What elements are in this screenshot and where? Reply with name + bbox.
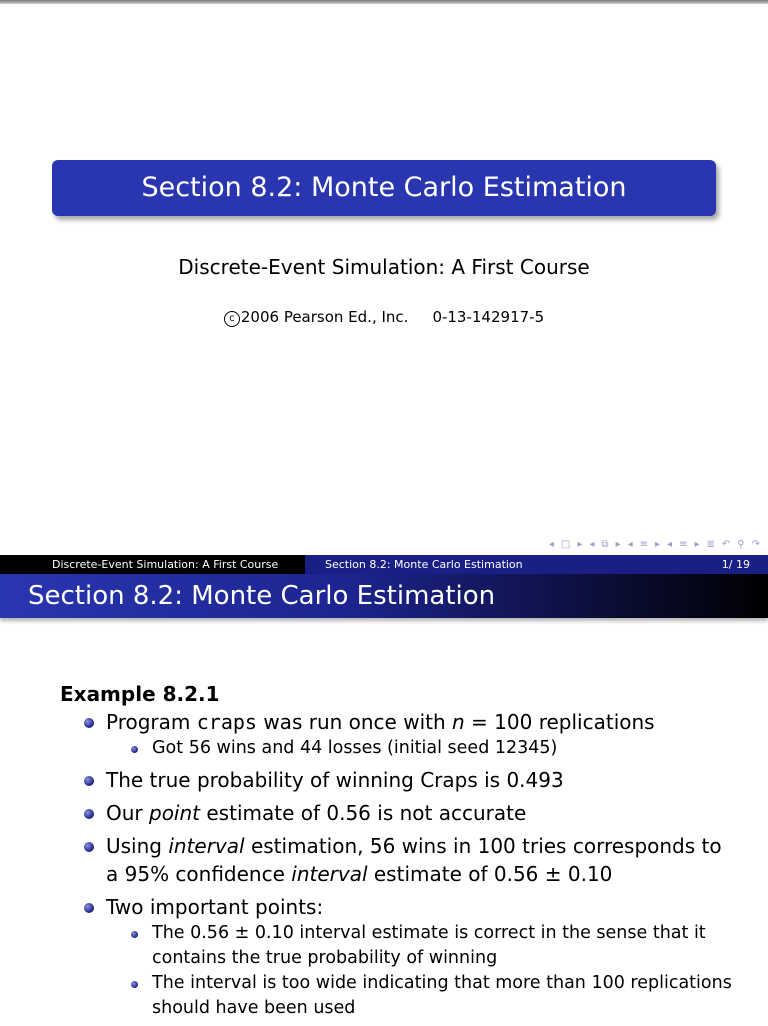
frame-next-icon[interactable]: ▸ bbox=[577, 538, 583, 550]
sub-list-item: Got 56 wins and 44 losses (initial seed 12345) bbox=[106, 736, 740, 761]
title-slide-title: Section 8.2: Monte Carlo Estimation bbox=[52, 160, 716, 216]
slide-next-icon[interactable]: ▸ bbox=[694, 538, 700, 550]
slide-content bbox=[60, 682, 740, 1026]
copyright-icon: c bbox=[224, 311, 240, 327]
sub-bullet-icon bbox=[131, 746, 138, 753]
sub-bullet-icon bbox=[131, 981, 138, 988]
bullet-icon bbox=[84, 842, 94, 852]
list-item: The true probability of winning Craps is 0.493 bbox=[60, 766, 740, 794]
subsection-prev-icon[interactable]: ◂ bbox=[589, 538, 595, 550]
section-prev-icon[interactable]: ◂ bbox=[627, 538, 633, 550]
frame-prev-icon[interactable]: ◂ bbox=[548, 538, 554, 550]
frame-icon[interactable]: □ bbox=[560, 538, 571, 550]
slide-footline bbox=[0, 555, 768, 574]
bullet-icon bbox=[84, 903, 94, 913]
copyright-text: 2006 Pearson Ed., Inc. bbox=[240, 308, 409, 326]
sub-list-item: The 0.56 ± 0.10 interval estimate is correct in the sense that it contains the true probability of winning bbox=[106, 921, 740, 971]
bullet-icon bbox=[84, 718, 94, 728]
undo-icon[interactable]: ↶ bbox=[721, 538, 731, 550]
list-item: Two important points: The 0.56 ± 0.10 interval estimate is correct in the sense that it contains the true probability of winning The interval is too wide indicating that more than 100 replications should have been used bbox=[60, 893, 740, 1021]
code-craps: craps bbox=[196, 710, 257, 734]
bullet-icon bbox=[84, 809, 94, 819]
bullet-list bbox=[60, 708, 740, 1021]
subsection-icon[interactable]: ⧉ bbox=[601, 538, 609, 550]
subsection-next-icon[interactable]: ▸ bbox=[615, 538, 621, 550]
sub-list bbox=[106, 921, 740, 1021]
sub-list-item: The interval is too wide indicating that more than 100 replications should have been used bbox=[106, 971, 740, 1021]
sub-list bbox=[106, 736, 740, 761]
list-item: Using interval estimation, 56 wins in 100 tries corresponds to a 95% confidence interval estimate of 0.56 ± 0.10 bbox=[60, 832, 740, 888]
slide-prev-icon[interactable]: ◂ bbox=[667, 538, 673, 550]
redo-icon[interactable]: ↷ bbox=[751, 538, 760, 550]
slide-icon[interactable]: ≡ bbox=[679, 538, 688, 550]
footer-course-title: Discrete-Event Simulation: A First Course bbox=[0, 555, 305, 574]
math-n: n bbox=[452, 710, 465, 734]
top-edge bbox=[0, 0, 768, 4]
beamer-navigation-bar bbox=[490, 536, 760, 552]
footer-section-title: Section 8.2: Monte Carlo Estimation bbox=[305, 555, 690, 574]
section-next-icon[interactable]: ▸ bbox=[655, 538, 661, 550]
sub-bullet-icon bbox=[131, 931, 138, 938]
isbn: 0-13-142917-5 bbox=[432, 308, 545, 326]
copyright-line bbox=[0, 308, 768, 327]
section-icon[interactable]: ≡ bbox=[639, 538, 649, 550]
toc-icon[interactable]: ≣ bbox=[706, 538, 715, 550]
title-slide-subtitle: Discrete-Event Simulation: A First Course bbox=[178, 255, 590, 279]
list-item: Our point estimate of 0.56 is not accurate bbox=[60, 799, 740, 827]
frame-title: Section 8.2: Monte Carlo Estimation bbox=[0, 574, 768, 618]
example-heading: Example 8.2.1 bbox=[60, 682, 220, 706]
footer-page-number: 1/ 19 bbox=[690, 555, 768, 574]
search-icon[interactable]: ⚲ bbox=[737, 538, 745, 550]
bullet-icon bbox=[84, 776, 94, 786]
list-item: Program craps was run once with n = 100 replications Got 56 wins and 44 losses (initial seed 12345) bbox=[60, 708, 740, 761]
